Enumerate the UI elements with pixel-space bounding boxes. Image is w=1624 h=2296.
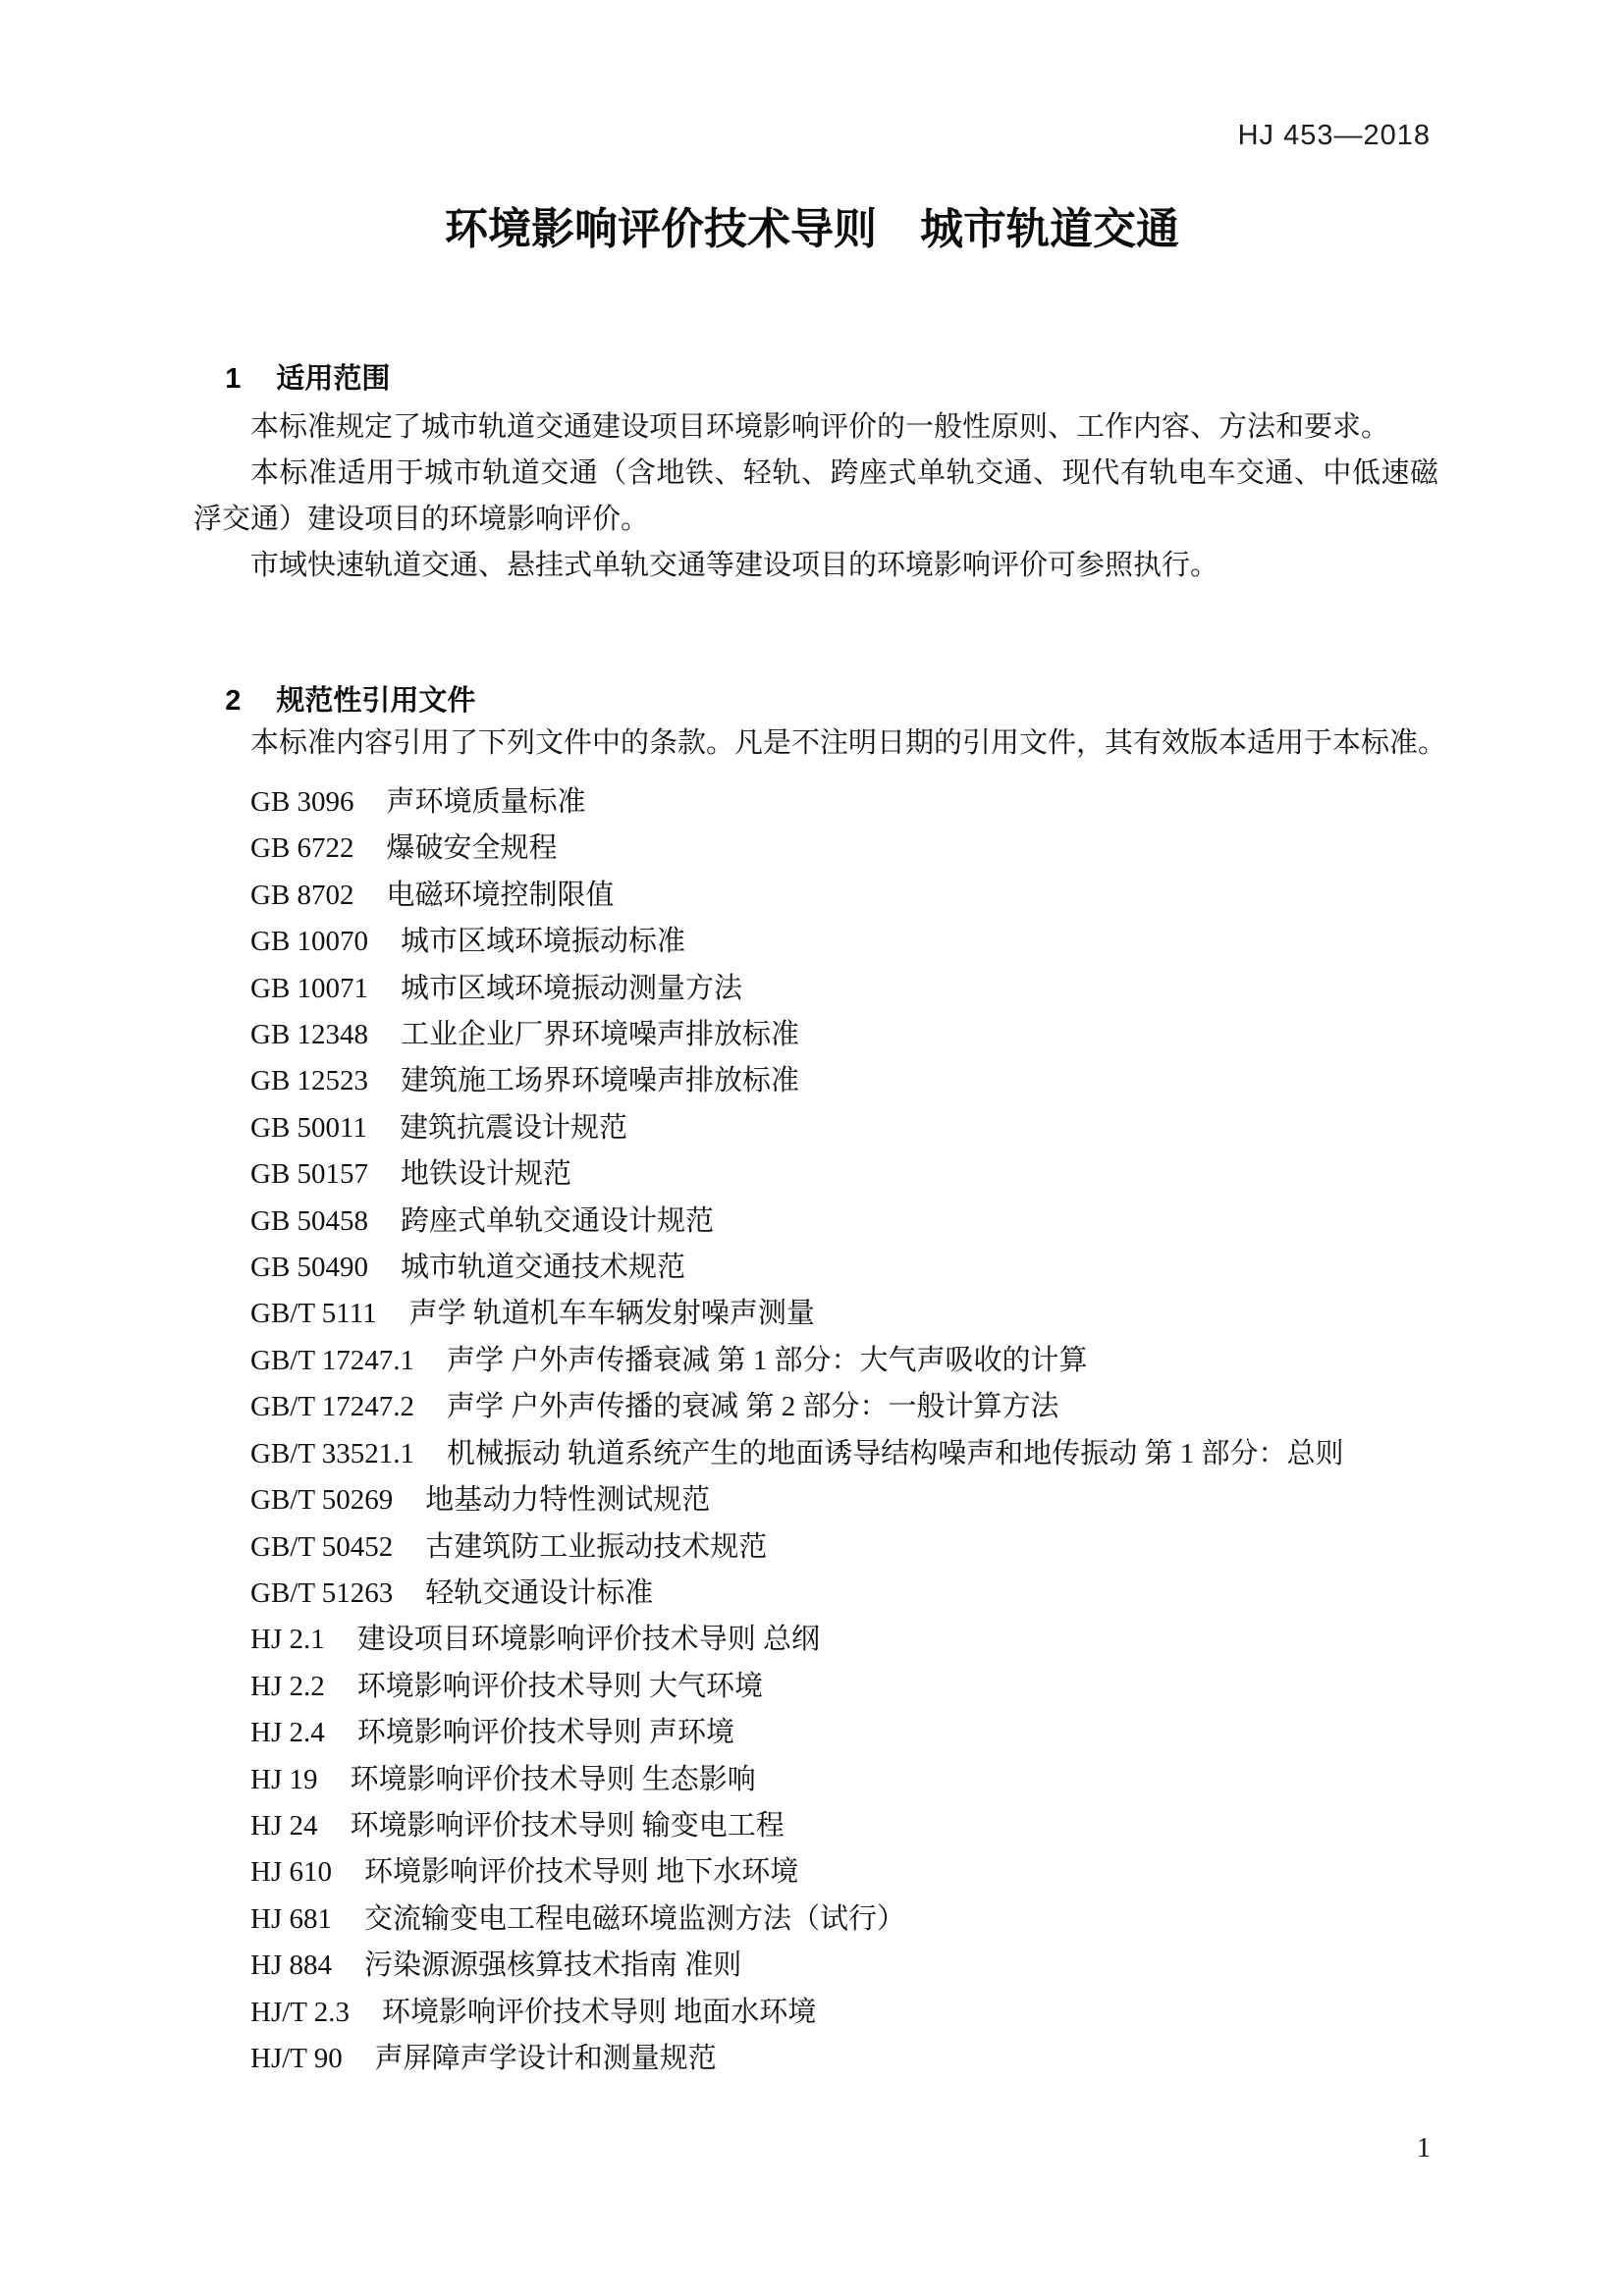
reference-code: GB/T 33521.1 [250,1437,415,1469]
reference-item [250,919,1438,965]
reference-item [250,1849,1438,1896]
reference-title: 声学 户外声传播的衰减 第 2 部分：一般计算方法 [447,1391,1059,1423]
reference-code: HJ 681 [250,1902,332,1935]
reference-item [250,1058,1438,1104]
reference-code: GB/T 50269 [250,1484,394,1517]
section-2-body [193,721,1447,2082]
reference-code: GB 12348 [250,1019,369,1051]
reference-code: HJ 2.4 [250,1717,325,1749]
reference-code: HJ 2.2 [250,1670,325,1702]
reference-code: HJ/T 2.3 [250,1996,350,2028]
reference-title: 古建筑防工业振动技术规范 [425,1530,768,1563]
reference-title: 环境影响评价技术导则 地下水环境 [363,1856,799,1889]
reference-code: GB 10070 [250,926,369,958]
reference-code: HJ 2.1 [250,1624,325,1656]
reference-title: 建设项目环境影响评价技术导则 总纲 [356,1624,820,1656]
paragraph: 市域快速轨道交通、悬挂式单轨交通等建设项目的环境影响评价可参照执行。 [250,550,1219,581]
reference-title: 地铁设计规范 [401,1158,572,1191]
reference-title: 电磁环境控制限值 [386,879,615,911]
paragraph: 本标准规定了城市轨道交通建设项目环境影响评价的一般性原则、工作内容、方法和要求。 [250,411,1390,443]
section-1-title: 适用范围 [276,363,391,395]
reference-code: HJ/T 90 [250,2042,343,2074]
reference-title: 跨座式单轨交通设计规范 [401,1204,715,1237]
reference-code: GB 50458 [250,1204,369,1237]
reference-item [250,1803,1438,1849]
reference-code: GB/T 17247.2 [250,1391,415,1423]
reference-item [250,1105,1438,1151]
reference-title: 轻轨交通设计标准 [425,1576,654,1609]
reference-title: 环境影响评价技术导则 输变电工程 [350,1809,785,1842]
page-number: 1 [1417,2133,1431,2163]
reference-code: GB 50490 [250,1252,369,1284]
reference-title: 建筑施工场界环境噪声排放标准 [401,1065,800,1097]
section-1-paragraphs [193,404,1438,589]
reference-item [250,873,1438,919]
reference-item [250,1710,1438,1756]
paragraph: 本标准适用于城市轨道交通（含地铁、轻轨、跨座式单轨交通、现代有轨电车交通、中低速磁浮交通）建设项目的环境影响评价。 [193,457,1438,535]
reference-item [250,779,1438,826]
section-1-number: 1 [225,363,242,395]
reference-item [250,1199,1438,1245]
reference-code: HJ 884 [250,1949,332,1982]
reference-title: 机械振动 轨道系统产生的地面诱导结构噪声和地传振动 第 1 部分：总则 [447,1437,1344,1469]
reference-title: 环境影响评价技术导则 地面水环境 [381,1996,817,2028]
reference-item [250,826,1438,872]
reference-title: 声环境质量标准 [386,786,586,818]
reference-title: 建筑抗震设计规范 [399,1111,627,1144]
reference-title: 环境影响评价技术导则 生态影响 [350,1763,756,1795]
section-2-title: 规范性引用文件 [276,685,476,717]
reference-title: 城市区域环境振动标准 [401,926,686,958]
reference-item [250,1757,1438,1803]
reference-code: GB 3096 [250,786,354,818]
reference-item [250,1012,1438,1058]
reference-item [250,1477,1438,1523]
reference-title: 城市轨道交通技术规范 [401,1252,686,1284]
reference-title: 爆破安全规程 [386,832,558,865]
reference-item [250,1151,1438,1198]
reference-item [250,1896,1438,1943]
reference-code: GB 8702 [250,879,354,911]
reference-title: 声屏障声学设计和测量规范 [374,2042,717,2074]
reference-title: 交流输变电工程电磁环境监测方法（试行） [363,1902,905,1935]
reference-code: GB 12523 [250,1065,369,1097]
reference-item [250,1664,1438,1710]
reference-title: 城市区域环境振动测量方法 [401,972,743,1004]
reference-code: GB 50157 [250,1158,369,1191]
standard-number-header: HJ 453—2018 [1237,120,1431,151]
reference-list [193,779,1438,2082]
document-title: 环境影响评价技术导则 城市轨道交通 [445,205,1179,253]
reference-code: GB 50011 [250,1111,367,1144]
reference-item [250,1571,1438,1617]
reference-item [250,1943,1438,1989]
reference-item [250,1431,1438,1477]
reference-title: 污染源源强核算技术指南 准则 [363,1949,742,1982]
reference-item [250,1524,1438,1571]
reference-code: GB 6722 [250,832,354,865]
reference-title: 环境影响评价技术导则 大气环境 [356,1670,763,1702]
reference-item [250,1990,1438,2036]
reference-title: 声学 户外声传播衰减 第 1 部分：大气声吸收的计算 [447,1344,1088,1376]
section-2-intro-paragraph: 本标准内容引用了下列文件中的条款。凡是不注明日期的引用文件，其有效版本适用于本标准。 [250,727,1447,759]
reference-code: HJ 24 [250,1809,318,1842]
reference-code: GB/T 51263 [250,1576,394,1609]
reference-item [250,1617,1438,1663]
reference-item [250,1291,1438,1337]
reference-item [250,1338,1438,1384]
reference-code: HJ 610 [250,1856,332,1889]
reference-item [250,1384,1438,1430]
reference-code: GB/T 17247.1 [250,1344,415,1376]
reference-item [250,2036,1438,2082]
reference-code: GB/T 50452 [250,1530,394,1563]
reference-title: 环境影响评价技术导则 声环境 [356,1717,734,1749]
reference-item [250,1245,1438,1291]
reference-title: 地基动力特性测试规范 [425,1484,711,1517]
reference-title: 声学 轨道机车车辆发射噪声测量 [408,1298,815,1330]
reference-item [250,966,1438,1012]
reference-code: HJ 19 [250,1763,318,1795]
reference-title: 工业企业厂界环境噪声排放标准 [401,1019,800,1051]
section-2-number: 2 [225,685,242,717]
reference-code: GB/T 5111 [250,1298,377,1330]
reference-code: GB 10071 [250,972,369,1004]
